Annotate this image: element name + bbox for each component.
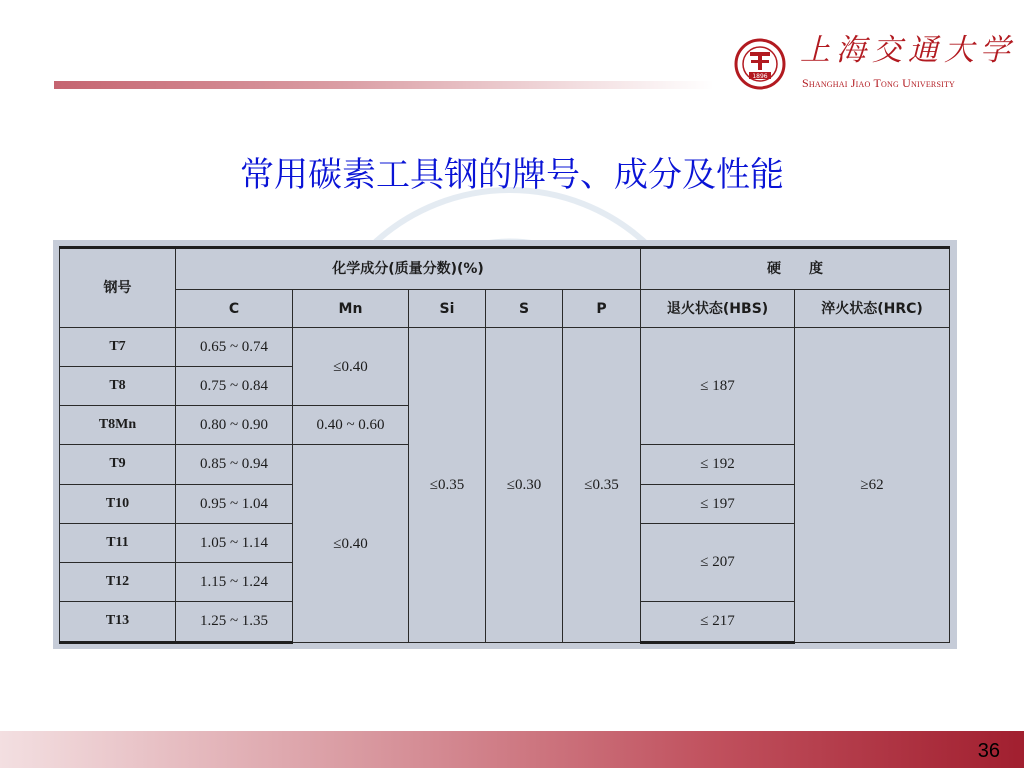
table-cell-c: 1.25 ~ 1.35 <box>176 601 293 642</box>
footer-accent-bar <box>0 731 1024 768</box>
table-cell-grade: T13 <box>60 601 176 642</box>
table-cell-mn: ≤0.40 <box>293 328 409 406</box>
header-hardness: 硬 度 <box>641 248 950 290</box>
table-cell-grade: T7 <box>60 328 176 367</box>
header-grade: 钢号 <box>60 248 176 328</box>
table-scan-background <box>53 240 957 649</box>
carbon-tool-steel-table <box>59 246 950 644</box>
table-cell-mn: ≤0.40 <box>293 445 409 643</box>
page-number: 36 <box>977 740 1000 762</box>
header-annealed-hbs: 退火状态(HBS) <box>641 290 795 328</box>
header-si: Si <box>409 290 486 328</box>
university-emblem-icon <box>734 38 786 90</box>
header-quenched-hrc: 淬火状态(HRC) <box>795 290 950 328</box>
header-composition: 化学成分(质量分数)(%) <box>176 248 641 290</box>
table-cell-c: 0.75 ~ 0.84 <box>176 367 293 406</box>
header-mn: Mn <box>293 290 409 328</box>
table-cell-c: 0.95 ~ 1.04 <box>176 484 293 523</box>
header-c: C <box>176 290 293 328</box>
table-cell-grade: T10 <box>60 484 176 523</box>
table-cell-si: ≤0.35 <box>409 328 486 643</box>
header-s: S <box>486 290 563 328</box>
svg-text:1896: 1896 <box>752 73 768 80</box>
table-cell-c: 0.65 ~ 0.74 <box>176 328 293 367</box>
table-cell-hbs: ≤ 207 <box>641 523 795 601</box>
table-cell-grade: T11 <box>60 523 176 562</box>
table-cell-mn: 0.40 ~ 0.60 <box>293 406 409 445</box>
table-cell-hbs: ≤ 192 <box>641 445 795 484</box>
logo-english-name: Shanghai Jiao Tong University <box>802 76 956 90</box>
table-cell-s: ≤0.30 <box>486 328 563 643</box>
table-cell-c: 1.15 ~ 1.24 <box>176 562 293 601</box>
table-cell-hbs: ≤ 187 <box>641 328 795 445</box>
logo-chinese-name: 上海交通大学 <box>800 33 1016 68</box>
table-cell-c: 1.05 ~ 1.14 <box>176 523 293 562</box>
slide-title: 常用碳素工具钢的牌号、成分及性能 <box>240 155 784 195</box>
table-cell-grade: T8Mn <box>60 406 176 445</box>
table-cell-c: 0.85 ~ 0.94 <box>176 445 293 484</box>
table-cell-hbs: ≤ 197 <box>641 484 795 523</box>
table-cell-grade: T9 <box>60 445 176 484</box>
table-cell-hrc: ≥62 <box>795 328 950 643</box>
table-cell-hbs: ≤ 217 <box>641 601 795 642</box>
table-cell-grade: T8 <box>60 367 176 406</box>
table-cell-grade: T12 <box>60 562 176 601</box>
header-p: P <box>563 290 641 328</box>
table-cell-p: ≤0.35 <box>563 328 641 643</box>
table-cell-c: 0.80 ~ 0.90 <box>176 406 293 445</box>
header-accent-bar <box>54 81 714 89</box>
